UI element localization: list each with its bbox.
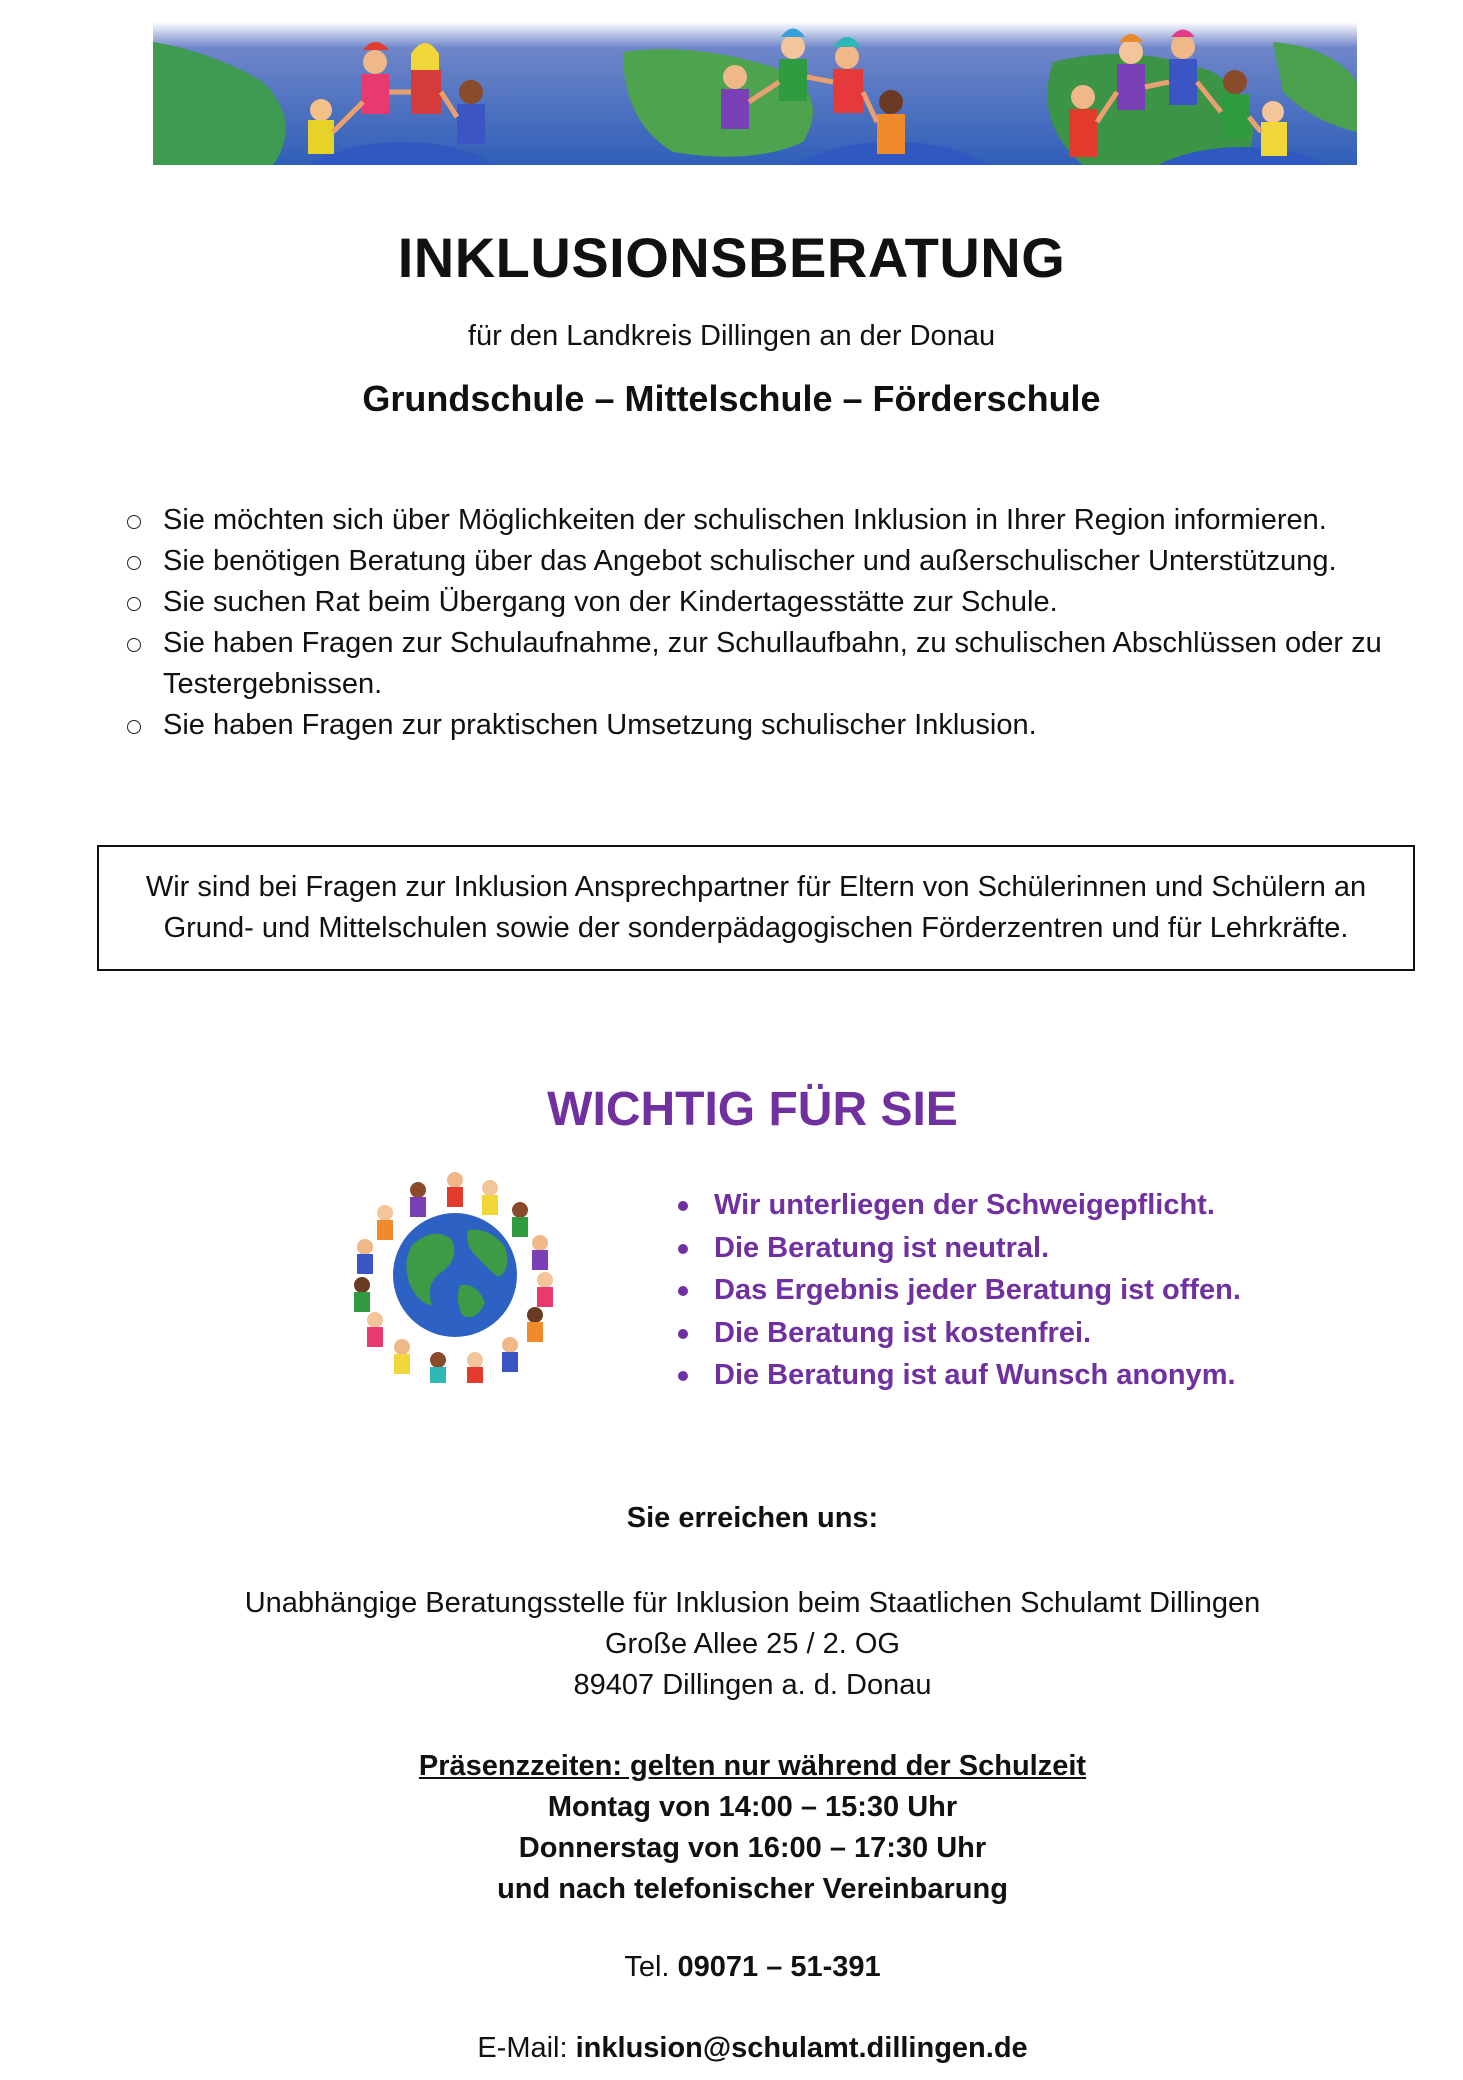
office-hours-line: Donnerstag von 16:00 – 17:30 Uhr <box>518 1832 987 1864</box>
contact-info-text: Wir sind bei Fragen zur Inklusion Ansprechpartner für Eltern von Schülerinnen und Schülern an Grund- und Mittelschulen sowie der sonderpädagogischen Förderzentren und für Lehrkräfte. <box>145 871 1367 944</box>
office-hours-block <box>0 1746 1463 1910</box>
circle-bullet-icon <box>127 720 141 734</box>
circle-bullet-icon <box>127 597 141 611</box>
school-types-heading: Grundschule – Mittelschule – Förderschule <box>362 378 1101 419</box>
list-item-text: Wir unterliegen der Schweigepflicht. <box>714 1189 1215 1221</box>
email-line <box>0 2032 1463 2065</box>
list-item <box>125 705 1425 746</box>
page-subtitle: für den Landkreis Dillingen an der Donau <box>467 320 996 352</box>
contact-heading: Sie erreichen uns: <box>626 1502 879 1534</box>
phone-line <box>0 1951 1463 1984</box>
office-hours-line: Montag von 14:00 – 15:30 Uhr <box>547 1791 958 1823</box>
phone-label: Tel. <box>624 1951 678 1983</box>
office-hours-line: und nach telefonischer Vereinbarung <box>497 1873 1008 1905</box>
list-item <box>125 500 1425 541</box>
address-line: Große Allee 25 / 2. OG <box>605 1628 900 1660</box>
circle-bullet-icon <box>127 638 141 652</box>
list-item-text: Die Beratung ist auf Wunsch anonym. <box>714 1359 1236 1391</box>
bullet-dot-icon <box>678 1244 688 1254</box>
list-item-text: Sie haben Fragen zur Schulaufnahme, zur Schullaufbahn, zu schulischen Abschlüssen oder zu Testergebnissen. <box>163 627 1382 700</box>
header-banner-image <box>153 22 1357 165</box>
list-item <box>125 623 1425 705</box>
email-address-link[interactable]: inklusion@schulamt.dillingen.de <box>575 2032 1028 2064</box>
bullet-dot-icon <box>678 1329 688 1339</box>
list-item <box>678 1184 1378 1227</box>
list-item-text: Sie benötigen Beratung über das Angebot schulischer und außerschulischer Unterstützung. <box>163 545 1337 577</box>
globe-children-image <box>340 1155 570 1385</box>
list-item-text: Das Ergebnis jeder Beratung ist offen. <box>714 1274 1241 1306</box>
office-hours-heading: Präsenzzeiten: gelten nur während der Schulzeit <box>418 1750 1087 1782</box>
list-item <box>678 1312 1378 1355</box>
list-item <box>125 582 1425 623</box>
list-item <box>678 1227 1378 1270</box>
important-points-list <box>678 1184 1378 1397</box>
circle-bullet-icon <box>127 515 141 529</box>
bullet-dot-icon <box>678 1201 688 1211</box>
email-label: E-Mail: <box>477 2032 576 2064</box>
list-item-text: Sie haben Fragen zur praktischen Umsetzung schulischer Inklusion. <box>163 709 1037 741</box>
list-item <box>678 1354 1378 1397</box>
phone-number[interactable]: 09071 – 51-391 <box>677 1951 881 1983</box>
address-line: 89407 Dillingen a. d. Donau <box>573 1669 932 1701</box>
list-item <box>125 541 1425 582</box>
address-block <box>0 1583 1463 1706</box>
list-item-text: Die Beratung ist kostenfrei. <box>714 1316 1092 1349</box>
circle-bullet-icon <box>127 556 141 570</box>
page-title: INKLUSIONSBERATUNG <box>397 226 1066 289</box>
list-item-text: Sie möchten sich über Möglichkeiten der schulischen Inklusion in Ihrer Region informieren. <box>163 504 1327 536</box>
questions-list <box>125 500 1425 746</box>
bullet-dot-icon <box>678 1286 688 1296</box>
list-item-text: Sie suchen Rat beim Übergang von der Kindertagesstätte zur Schule. <box>163 586 1058 618</box>
bullet-dot-icon <box>678 1371 688 1381</box>
address-line: Unabhängige Beratungsstelle für Inklusion beim Staatlichen Schulamt Dillingen <box>244 1587 1261 1619</box>
list-item-text: Die Beratung ist neutral. <box>714 1231 1050 1264</box>
contact-info-box <box>97 845 1415 971</box>
list-item <box>678 1269 1378 1312</box>
important-heading: WICHTIG FÜR SIE <box>547 1083 958 1136</box>
